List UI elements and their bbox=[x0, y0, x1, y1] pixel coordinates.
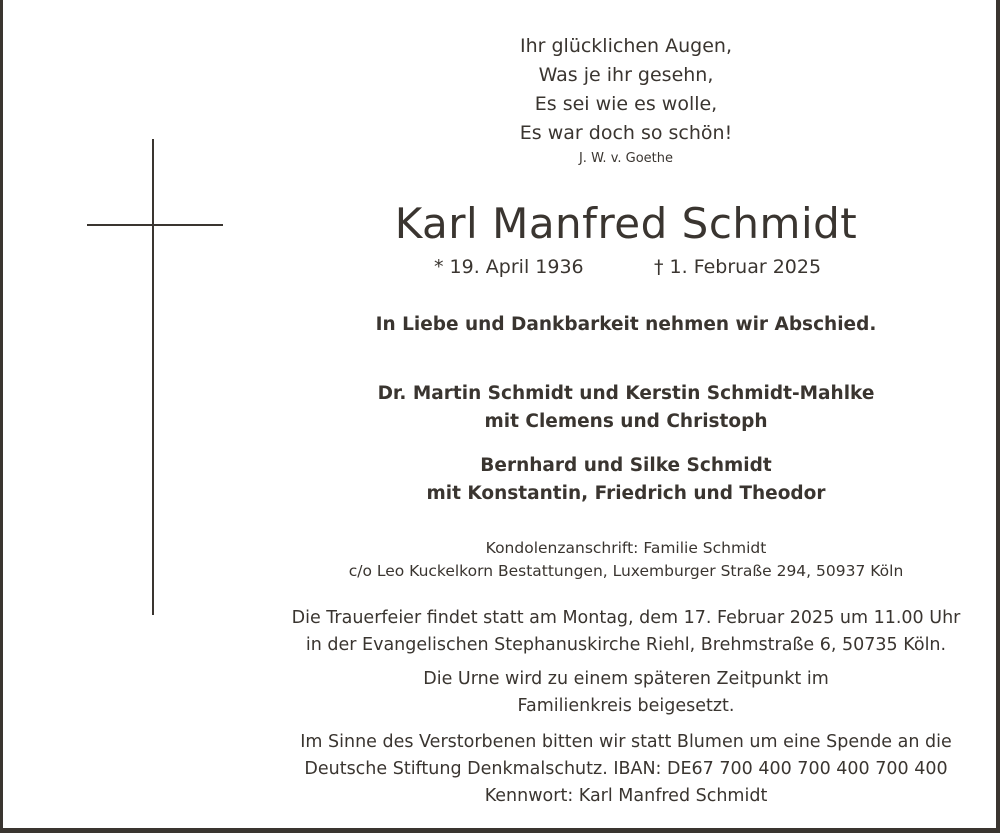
poem bbox=[286, 32, 966, 148]
funeral-info: Die Trauerfeier findet statt am Montag, dem 17. Februar 2025 um 11.00 Uhr in der Evangelischen Stephanuskirche Riehl, Brehmstraße 6, 50735 Köln. bbox=[291, 608, 961, 655]
family-line: Bernhard und Silke Schmidt bbox=[480, 455, 772, 476]
cross-horizontal-bar bbox=[87, 224, 223, 226]
birth-date: * 19. April 1936 bbox=[434, 256, 584, 278]
deceased-name: Karl Manfred Schmidt bbox=[394, 199, 858, 248]
family-line: Dr. Martin Schmidt und Kerstin Schmidt-Mahlke bbox=[377, 383, 875, 404]
family-line: mit Konstantin, Friedrich und Theodor bbox=[426, 483, 826, 504]
farewell-motto: In Liebe und Dankbarkeit nehmen wir Abschied. bbox=[375, 314, 877, 335]
poem-line: Was je ihr gesehn, bbox=[538, 64, 714, 86]
poem-author: J. W. v. Goethe bbox=[578, 151, 674, 166]
cross-vertical-bar bbox=[152, 139, 154, 615]
donation-info: Im Sinne des Verstorbenen bitten wir statt Blumen um eine Spende an die Deutsche Stiftung Denkmalschutz. IBAN: DE67 700 400 700 400 700 400 Kennwort: Karl Manfred Schmidt bbox=[300, 732, 952, 806]
family-line: mit Clemens und Christoph bbox=[484, 411, 768, 432]
poem-line: Es sei wie es wolle, bbox=[534, 93, 718, 115]
family-group-1 bbox=[286, 380, 966, 436]
death-date: † 1. Februar 2025 bbox=[654, 256, 822, 278]
condolence-address: Kondolenzanschrift: Familie Schmidt c/o Leo Kuckelkorn Bestattungen, Luxemburger Straße 294, 50937 Köln bbox=[348, 539, 904, 580]
family-group-2 bbox=[286, 452, 966, 508]
poem-line: Ihr glücklichen Augen, bbox=[519, 35, 732, 57]
urn-info: Die Urne wird zu einem späteren Zeitpunkt im Familienkreis beigesetzt. bbox=[423, 669, 829, 716]
poem-line: Es war doch so schön! bbox=[519, 122, 733, 144]
